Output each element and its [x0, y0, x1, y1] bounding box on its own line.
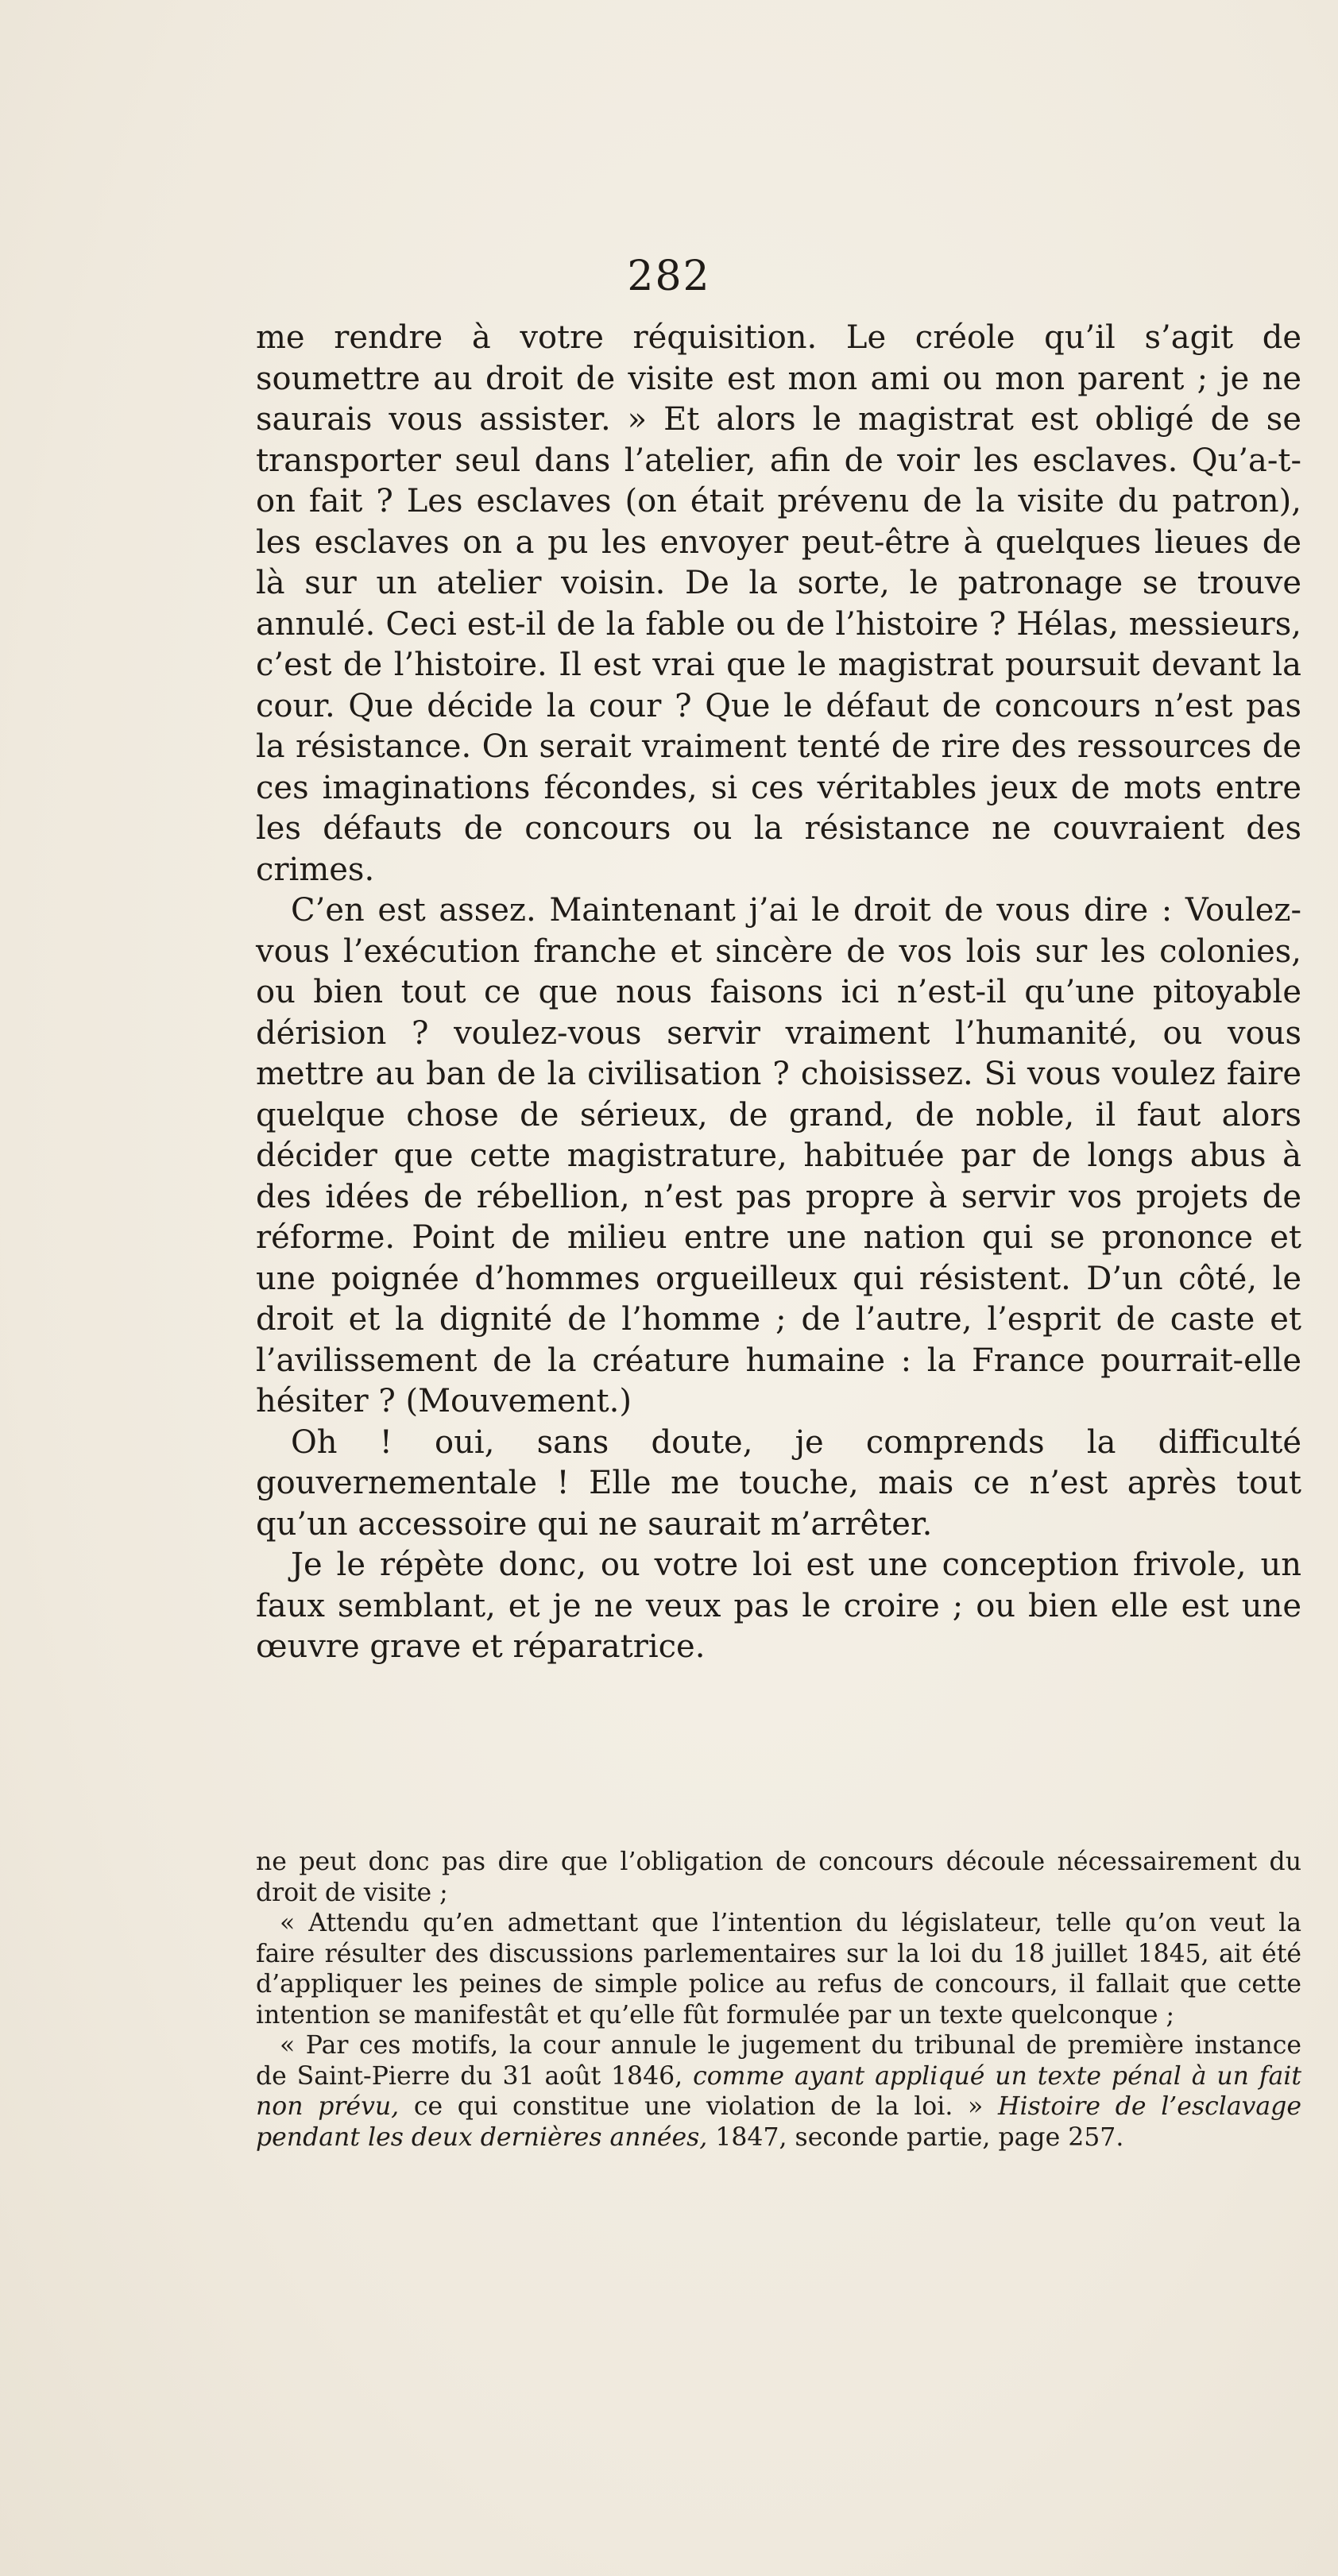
main-text — [256, 318, 1301, 1668]
footnote-paragraph: ne peut donc pas dire que l’obligation de concours découle nécessairement du droit de visite ; — [256, 1848, 1301, 1907]
footnote-text: 1847, seconde partie, page 257. — [707, 2122, 1124, 2152]
paragraph: me rendre à votre réquisition. Le créole qu’il s’agit de soumettre au droit de visite est mon ami ou mon parent ; je ne saurais vous assister. » Et alors le magistrat est obligé de se transporter seul dans l’atelier, afin de voir les esclaves. Qu’a-t-on fait ? Les esclaves (on était prévenu de la visite du patron), les esclaves on a pu les envoyer peut-être à quelques lieues de là sur un atelier voisin. De la sorte, le patronage se trouve annulé. Ceci est-il de la fable ou de l’histoire ? Hélas, messieurs, c’est de l’histoire. Il est vrai que le magistrat poursuit devant la cour. Que décide la cour ? Que le défaut de concours n’est pas la résistance. On serait vraiment tenté de rire des ressources de ces imaginations fécondes, si ces véritables jeux de mots entre les défauts de concours ou la résistance ne couvraient des crimes. — [256, 319, 1301, 888]
footnote-text: « Par ces motifs, la cour annule le jugement du tribunal de première instance de Saint-Pierre du 31 août 1846, — [256, 2031, 1301, 2091]
paragraph: C’en est assez. Maintenant j’ai le droit de vous dire : Voulez-vous l’exécution franche et sincère de vos lois sur les colonies, ou bien tout ce que nous faisons ici n’est-il qu’une pitoyable dérision ? voulez-vous servir vraiment l’humanité, ou vous mettre au ban de la civilisation ? choisissez. Si vous voulez faire quelque chose de sérieux, de grand, de noble, il faut alors décider que cette magistrature, habituée par de longs abus à des idées de rébellion, n’est pas propre à servir vos projets de réforme. Point de milieu entre une nation qui se prononce et une poignée d’hommes orgueilleux qui résistent. D’un côté, le droit et la dignité de l’homme ; de l’autre, l’esprit de caste et l’avilissement de la créature humaine : la France pourrait-elle hésiter ? (Mouvement.) — [256, 892, 1301, 1419]
paragraph: Oh ! oui, sans doute, je comprends la difficulté gouvernementale ! Elle me touche, mais ce n’est après tout qu’un accessoire qui ne saurait m’arrêter. — [256, 1423, 1301, 1543]
footnote-paragraph — [256, 2030, 1301, 2153]
footnote-italic-text: comme ayant appliqué un texte pénal à un fait non prévu, — [256, 2061, 1301, 2121]
footnote-text: ce qui constitue une violation de la loi. » — [399, 2092, 998, 2121]
page-number: 282 — [627, 253, 711, 300]
footnote-source-title: Histoire de l’esclavage pendant les deux dernières années, — [256, 2092, 1301, 2152]
paragraph: Je le répète donc, ou votre loi est une conception frivole, un faux semblant, et je ne veux pas le croire ; ou bien elle est une œuvre grave et réparatrice. — [256, 1547, 1301, 1665]
footnote-paragraph: « Attendu qu’en admettant que l’intention du législateur, telle qu’on veut la faire résulter des discussions parlementaires sur la loi du 18 juillet 1845, ait été d’appliquer les peines de simple police au refus de concours, il fallait que cette intention se manifestât et qu’elle fût formulée par un texte quelconque ; — [256, 1909, 1301, 2030]
footnote — [256, 1847, 1301, 2153]
